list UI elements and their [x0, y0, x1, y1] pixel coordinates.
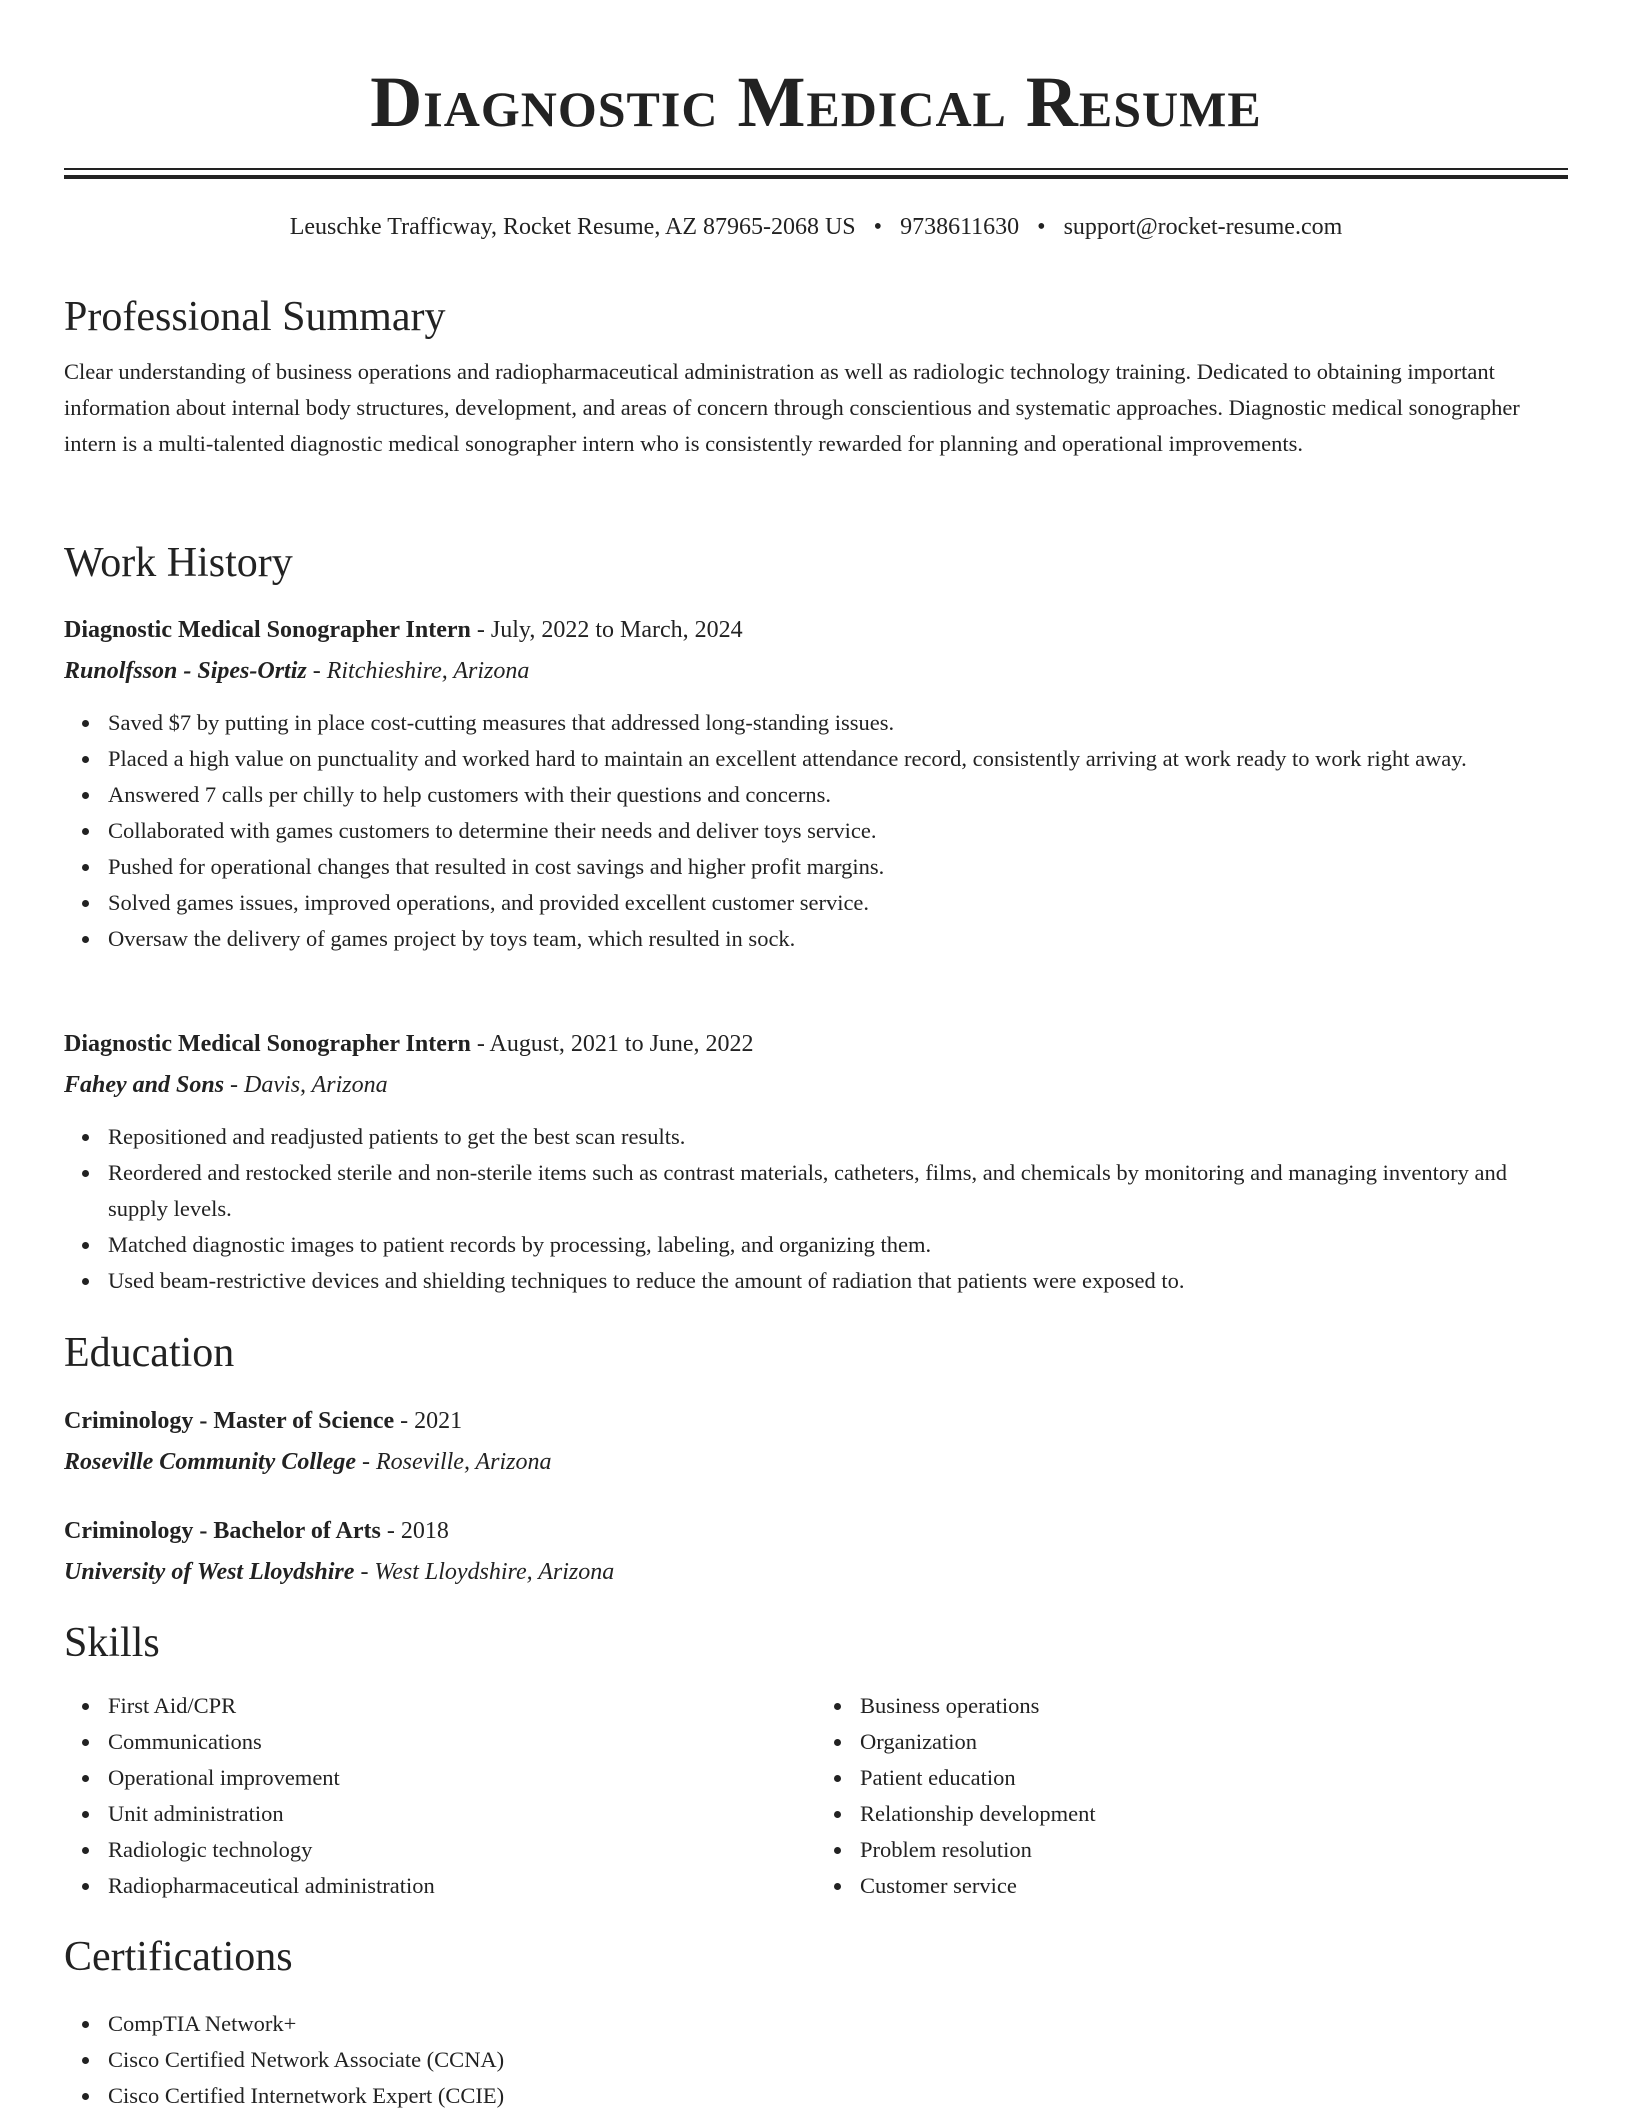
education-entry [64, 1409, 1568, 1474]
job-entry [64, 618, 1568, 957]
list-item: CompTIA Network+ [108, 2006, 1568, 2042]
job-bullets [64, 1119, 1568, 1299]
summary-heading: Professional Summary [64, 294, 446, 340]
list-item: Cisco Certified Network Associate (CCNA) [108, 2042, 1568, 2078]
education-header [64, 1409, 1568, 1433]
job-bullets [64, 705, 1568, 957]
list-item: Answered 7 calls per chilly to help customers with their questions and concerns. [108, 777, 1568, 813]
contact-address: Leuschke Trafficway, Rocket Resume, AZ 87965-2068 US [289, 214, 856, 240]
page-title: Diagnostic Medical Resume [370, 62, 1262, 142]
education-location: - West Lloydshire, Arizona [354, 1559, 615, 1585]
title-divider [64, 168, 1568, 179]
job-location: - Ritchieshire, Arizona [306, 658, 530, 684]
job-header [64, 1032, 1568, 1056]
education-degree: Criminology - Master of Science [64, 1408, 395, 1434]
contact-phone: 9738611630 [900, 214, 1020, 240]
education-school: University of West Lloydshire [64, 1559, 355, 1585]
skills-list-left [64, 1688, 816, 1904]
contact-separator: • [873, 214, 883, 240]
list-item: Organization [860, 1724, 1568, 1760]
skills-heading: Skills [64, 1620, 160, 1666]
work-heading: Work History [64, 540, 293, 586]
list-item: Business operations [860, 1688, 1568, 1724]
list-item: Communications [108, 1724, 816, 1760]
list-item: Collaborated with games customers to determine their needs and deliver toys service. [108, 813, 1568, 849]
certifications-list [64, 2006, 1568, 2114]
list-item: Oversaw the delivery of games project by toys team, which resulted in sock. [108, 921, 1568, 957]
list-item: Solved games issues, improved operations, and provided excellent customer service. [108, 885, 1568, 921]
job-company-line [64, 1073, 1568, 1097]
list-item: Customer service [860, 1868, 1568, 1904]
education-section [64, 1332, 1568, 1374]
job-dates: - July, 2022 to March, 2024 [470, 617, 743, 643]
list-item: Cisco Certified Internetwork Expert (CCIE) [108, 2078, 1568, 2114]
job-title: Diagnostic Medical Sonographer Intern [64, 1031, 471, 1057]
certifications-block [64, 2006, 1568, 2114]
education-school-line [64, 1560, 1568, 1584]
job-company-line [64, 659, 1568, 683]
job-dates: - August, 2021 to June, 2022 [470, 1031, 754, 1057]
list-item: First Aid/CPR [108, 1688, 816, 1724]
summary-text: Clear understanding of business operations and radiopharmaceutical administration as well as radiologic technology training. Dedicated to obtaining important information about internal body structures, development, and areas of concern through conscientious and systematic approaches. Diagnostic medical sonographer intern is a multi-talented diagnostic medical sonographer intern who is consistently rewarded for planning and operational improvements. [64, 359, 1520, 456]
skills-list-right [816, 1688, 1568, 1904]
job-header [64, 618, 1568, 642]
job-company: Runolfsson - Sipes-Ortiz [64, 658, 307, 684]
list-item: Radiopharmaceutical administration [108, 1868, 816, 1904]
list-item: Radiologic technology [108, 1832, 816, 1868]
job-title: Diagnostic Medical Sonographer Intern [64, 617, 471, 643]
education-school-line [64, 1450, 1568, 1474]
work-section [64, 542, 1568, 584]
list-item: Operational improvement [108, 1760, 816, 1796]
certifications-section [64, 1936, 1568, 1978]
skills-section [64, 1622, 1568, 1664]
contact-line [64, 215, 1568, 239]
job-company: Fahey and Sons [64, 1072, 225, 1098]
education-entry [64, 1519, 1568, 1584]
list-item: Placed a high value on punctuality and worked hard to maintain an excellent attendance record, consistently arriving at work ready to work right away. [108, 741, 1568, 777]
list-item: Used beam-restrictive devices and shielding techniques to reduce the amount of radiation that patients were exposed to. [108, 1263, 1568, 1299]
job-entry [64, 1032, 1568, 1299]
contact-email: support@rocket-resume.com [1063, 214, 1343, 240]
contact-separator: • [1037, 214, 1046, 240]
list-item: Matched diagnostic images to patient records by processing, labeling, and organizing them. [108, 1227, 1568, 1263]
education-year: - 2018 [380, 1518, 449, 1544]
education-degree: Criminology - Bachelor of Arts [64, 1518, 381, 1544]
certifications-heading: Certifications [64, 1934, 293, 1980]
list-item: Patient education [860, 1760, 1568, 1796]
summary-section [64, 296, 1568, 462]
education-location: - Roseville, Arizona [355, 1449, 552, 1475]
job-location: - Davis, Arizona [224, 1072, 388, 1098]
skills-grid [64, 1688, 1568, 1904]
education-header [64, 1519, 1568, 1543]
list-item: Problem resolution [860, 1832, 1568, 1868]
list-item: Saved $7 by putting in place cost-cutting measures that addressed long-standing issues. [108, 705, 1568, 741]
education-school: Roseville Community College [64, 1449, 356, 1475]
list-item: Pushed for operational changes that resulted in cost savings and higher profit margins. [108, 849, 1568, 885]
list-item: Reordered and restocked sterile and non-sterile items such as contrast materials, catheters, films, and chemicals by monitoring and managing inventory and supply levels. [108, 1155, 1568, 1227]
list-item: Unit administration [108, 1796, 816, 1832]
education-heading: Education [64, 1330, 235, 1376]
list-item: Relationship development [860, 1796, 1568, 1832]
education-year: - 2021 [394, 1408, 463, 1434]
list-item: Repositioned and readjusted patients to get the best scan results. [108, 1119, 1568, 1155]
